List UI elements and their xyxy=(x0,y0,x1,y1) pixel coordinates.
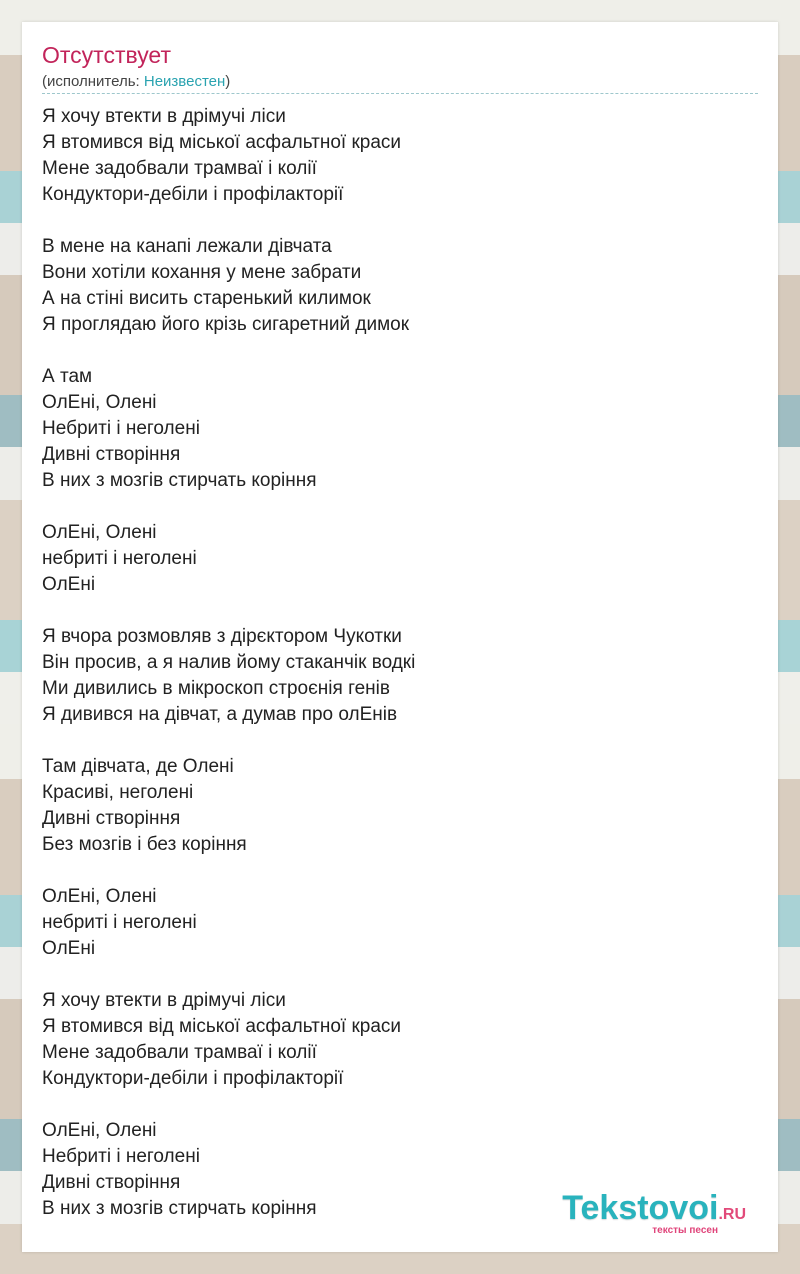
site-logo[interactable] xyxy=(562,1189,746,1236)
logo-tld: .RU xyxy=(718,1206,746,1223)
lyrics-text: Я хочу втекти в дрімучі ліси Я втомився від міської асфальтної краси Мене задобвали трамваї і колії Кондуктори-дебіли і профілакторії В мене на канапі лежали дівчата Вони хотіли кохання у мене забрати А на стіні висить старенький килимок Я проглядаю його крізь сигаретний димок А там ОлЕні, Олені Небриті і неголені Дивні створіння В них з мозгів стирчать коріння ОлЕні, Олені небриті і неголені ОлЕні Я вчора розмовляв з дірєктором Чукотки Він просив, а я налив йому стаканчік водкі Ми дивились в мікроскоп строєнія генів Я дивився на дівчат, а думав про олЕнів Там дівчата, де Олені Красиві, неголені Дивні створіння Без мозгів і без коріння ОлЕні, Олені небриті і неголені ОлЕні Я хочу втекти в дрімучі ліси Я втомився від міської асфальтної краси Мене задобвали трамваї і колії Кондуктори-дебіли і профілакторії ОлЕні, Олені Небриті і неголені Дивні створіння В них з мозгів стирчать коріння xyxy=(42,106,416,1219)
artist-prefix: (исполнитель: xyxy=(42,73,144,90)
title-divider xyxy=(42,93,758,94)
song-title: Отсутствует xyxy=(42,42,171,68)
logo-brand: Tekstovoi xyxy=(562,1189,719,1227)
lyrics-card xyxy=(22,22,778,1252)
artist-link[interactable]: Неизвестен xyxy=(143,73,226,90)
artist-suffix: ) xyxy=(225,73,231,90)
logo-tagline: тексты песен xyxy=(652,1225,718,1236)
artist-line xyxy=(42,73,230,90)
